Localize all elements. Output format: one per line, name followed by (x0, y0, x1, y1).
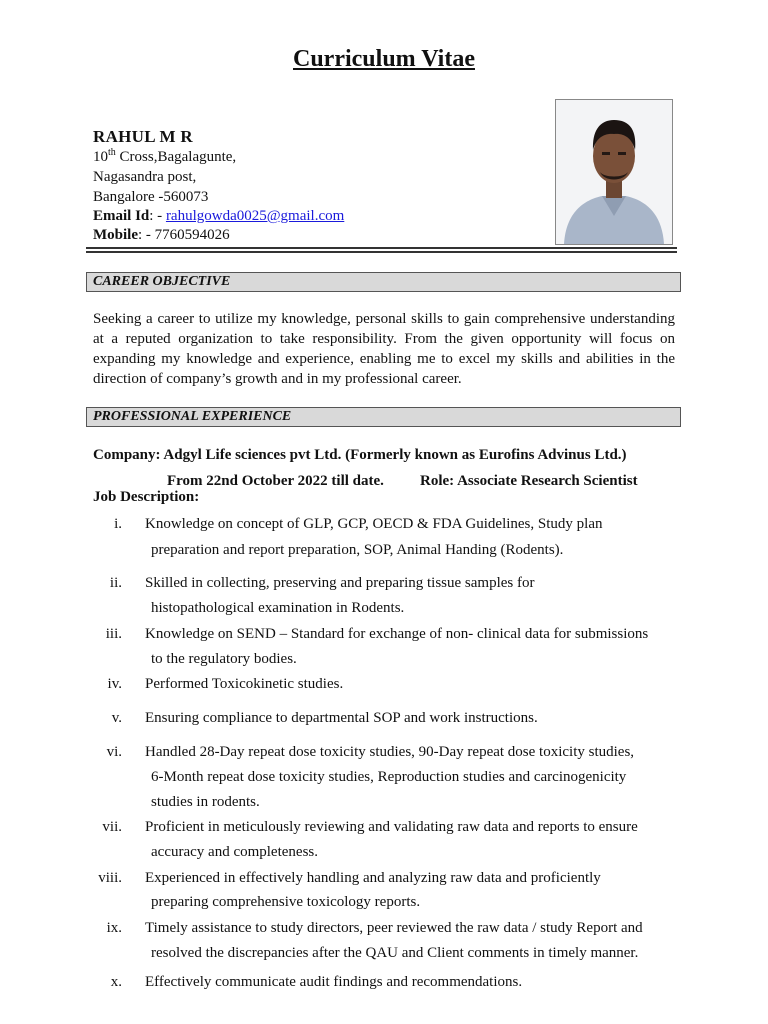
job-description-label: Job Description: (93, 489, 200, 505)
document-title: Curriculum Vitae (293, 46, 475, 72)
section-career-objective: CAREER OBJECTIVE (86, 272, 681, 292)
list-item-number: iii. (105, 626, 122, 642)
header-rule-top (86, 247, 677, 249)
address-line-2: Nagasandra post, (93, 169, 197, 185)
profile-photo-graphic (556, 100, 672, 244)
section-professional-experience: PROFESSIONAL EXPERIENCE (86, 407, 681, 427)
list-item-text: Timely assistance to study directors, peer reviewed the raw data / study Report and (145, 920, 643, 936)
list-item-number: ix. (106, 920, 122, 936)
list-item-text-cont: preparation and report preparation, SOP, Animal Handing (Rodents). (151, 542, 564, 558)
list-item-number: viii. (98, 870, 122, 886)
header-rule-bottom (86, 251, 677, 253)
list-item-text: Experienced in effectively handling and analyzing raw data and proficiently (145, 870, 601, 886)
employment-dates: From 22nd October 2022 till date. (167, 473, 384, 489)
email-label: Email Id (93, 208, 150, 224)
list-item-number: x. (110, 974, 122, 990)
list-item-text: Effectively communicate audit findings and recommendations. (145, 974, 523, 990)
mobile-label: Mobile (93, 227, 138, 243)
list-item-text-cont: preparing comprehensive toxicology reports. (151, 894, 421, 910)
list-item-text: Proficient in meticulously reviewing and validating raw data and reports to ensure (145, 819, 638, 835)
list-item-number: ii. (109, 575, 122, 591)
profile-photo (555, 99, 673, 245)
list-item-text: Knowledge on concept of GLP, GCP, OECD & FDA Guidelines, Study plan (145, 516, 603, 532)
list-item-text: Knowledge on SEND – Standard for exchange of non- clinical data for submissions (145, 626, 649, 642)
list-item-text-cont: accuracy and completeness. (151, 844, 318, 860)
list-item-number: v. (111, 710, 122, 726)
address-line-1: 10th Cross,Bagalagunte, (93, 147, 237, 165)
list-item-text-cont: to the regulatory bodies. (151, 651, 297, 667)
list-item-text-cont: studies in rodents. (151, 794, 260, 810)
company-line: Company: Adgyl Life sciences pvt Ltd. (Formerly known as Eurofins Advinus Ltd.) (93, 447, 627, 463)
mobile-row: Mobile: - 7760594026 (93, 227, 230, 243)
email-link[interactable]: rahulgowda0025@gmail.com (165, 208, 345, 224)
list-item-number: vii. (102, 819, 122, 835)
mobile-number: 7760594026 (154, 227, 230, 243)
list-item-number: i. (114, 516, 122, 532)
list-item-text-cont: resolved the discrepancies after the QAU and Client comments in timely manner. (151, 945, 639, 961)
list-item-number: iv. (107, 676, 122, 692)
list-item-text: Skilled in collecting, preserving and preparing tissue samples for (145, 575, 535, 591)
list-item-text-cont: 6-Month repeat dose toxicity studies, Reproduction studies and carcinogenicity (151, 769, 627, 785)
career-objective-text: Seeking a career to utilize my knowledge, personal skills to gain comprehensive understanding at a reputed organization to take responsibility. From the given opportunity will focus on expanding my knowledge and experience, enabling me to excel my skills and abilities in the direction of company’s growth and in my professional career. (93, 311, 675, 387)
list-item-number: vi. (106, 744, 122, 760)
candidate-name: RAHUL M R (93, 127, 193, 146)
address-line-3: Bangalore -560073 (93, 189, 209, 205)
list-item-text: Handled 28-Day repeat dose toxicity studies, 90-Day repeat dose toxicity studies, (145, 744, 635, 760)
job-role: Role: Associate Research Scientist (420, 473, 638, 489)
list-item-text-cont: histopathological examination in Rodents. (151, 600, 405, 616)
email-row: Email Id: - rahulgowda0025@gmail.com (93, 208, 345, 224)
list-item-text: Ensuring compliance to departmental SOP and work instructions. (145, 710, 538, 726)
list-item-text: Performed Toxicokinetic studies. (145, 676, 344, 692)
